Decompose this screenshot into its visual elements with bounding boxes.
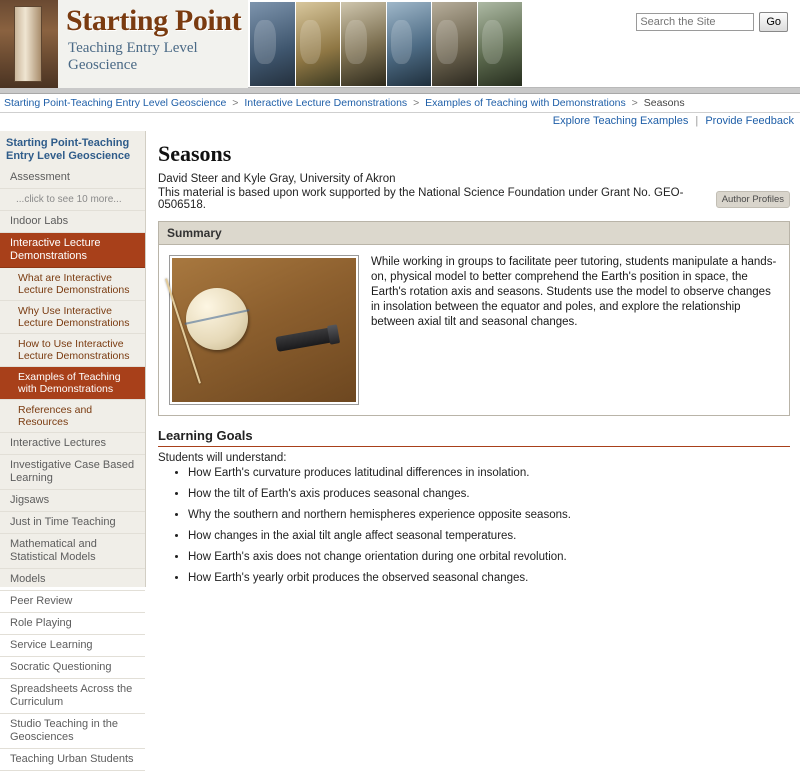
list-item: • Why the southern and northern hemispheres experience opposite seasons. [188, 508, 790, 522]
learning-goals-list [158, 466, 790, 585]
breadcrumb-item-1[interactable]: Interactive Lecture Demonstrations [244, 97, 408, 109]
breadcrumb-sep-2: > [631, 97, 638, 109]
funding-row [158, 187, 790, 211]
breadcrumb [0, 94, 800, 113]
site-search [636, 12, 788, 32]
utility-links [0, 113, 800, 131]
summary-body [159, 245, 789, 415]
site-header [0, 0, 800, 88]
author-byline: David Steer and Kyle Gray, University of Akron [158, 173, 396, 185]
list-item: • How Earth's axis does not change orientation during one orbital revolution. [188, 550, 790, 564]
header-photo-5 [432, 2, 477, 86]
list-item: • How the tilt of Earth's axis produces seasonal changes. [188, 487, 790, 501]
search-input[interactable] [636, 13, 754, 31]
flashlight-icon [275, 327, 335, 352]
explore-teaching-examples-link[interactable]: Explore Teaching Examples [552, 115, 689, 127]
sidebar [0, 131, 146, 765]
sidebar-item-spreadsheets-across-the-curriculum[interactable]: Spreadsheets Across the Curriculum [0, 679, 145, 714]
sidebar-item-peer-review[interactable]: Peer Review [0, 591, 145, 613]
brand-subtitle [68, 40, 248, 74]
sidebar-item-jigsaws[interactable]: Jigsaws [0, 490, 145, 512]
header-photo-1 [250, 2, 295, 86]
search-go-button[interactable]: Go [759, 12, 788, 32]
demonstration-photo [169, 255, 359, 405]
sidebar-heading: Starting Point-Teaching Entry Level Geoscience [6, 137, 131, 162]
sidebar-item-socratic-questioning[interactable]: Socratic Questioning [0, 657, 145, 679]
header-photo-2 [296, 2, 341, 86]
sidebar-item-interactive-lecture-demonstrations[interactable]: Interactive Lecture Demonstrations [0, 233, 145, 268]
body-wrapper [0, 131, 800, 765]
sidebar-subitem-why-use-ild[interactable]: Why Use Interactive Lecture Demonstrations [0, 301, 145, 334]
summary-panel [158, 221, 790, 416]
breadcrumb-item-0[interactable]: Starting Point-Teaching Entry Level Geoscience [4, 97, 227, 109]
header-photo-strip [250, 2, 522, 86]
sidebar-item-models[interactable]: Models [0, 569, 145, 591]
utility-divider: | [695, 115, 699, 127]
funding-statement: This material is based upon work supported by the National Science Foundation under Grant No. GEO-0506518. [158, 187, 684, 211]
brand-title: Starting Point [66, 4, 242, 37]
sidebar-item-assessment[interactable]: Assessment [0, 167, 145, 189]
breadcrumb-sep-0: > [232, 97, 239, 109]
sidebar-item-just-in-time-teaching[interactable]: Just in Time Teaching [0, 512, 145, 534]
list-item: • How Earth's curvature produces latitudinal differences in insolation. [188, 466, 790, 480]
provide-feedback-link[interactable]: Provide Feedback [705, 115, 794, 127]
main-content [146, 131, 800, 587]
sidebar-item-role-playing[interactable]: Role Playing [0, 613, 145, 635]
sidebar-subitem-what-are-ild[interactable]: What are Interactive Lecture Demonstrations [0, 268, 145, 301]
breadcrumb-sep-1: > [413, 97, 420, 109]
globe-model-icon [186, 288, 248, 350]
photo-image [172, 258, 356, 402]
sidebar-item-mathematical-and-statistical-models[interactable]: Mathematical and Statistical Models [0, 534, 145, 569]
list-item: • How changes in the axial tilt angle affect seasonal temperatures. [188, 529, 790, 543]
column-icon [14, 6, 42, 82]
page-title: Seasons [158, 141, 232, 166]
learning-goals-heading: Learning Goals [158, 428, 790, 447]
sidebar-item-more[interactable]: ...click to see 10 more... [0, 189, 145, 211]
header-photo-6 [478, 2, 523, 86]
header-photo-4 [387, 2, 432, 86]
sidebar-item-teaching-urban-students[interactable]: Teaching Urban Students [0, 749, 145, 771]
summary-text: While working in groups to facilitate peer tutoring, students manipulate a hands-on, physical model to better comprehend the Earth's position in space, the Earth's rotation axis and seasons. Students use the model to observe changes in insolation between the equator and poles, and explore the relationship between axial tilt and seasonal changes. [371, 256, 777, 328]
sidebar-subitem-references-and-resources[interactable]: References and Resources [0, 400, 145, 433]
list-item: • How Earth's yearly orbit produces the observed seasonal changes. [188, 571, 790, 585]
brand-subtitle-line2: Geoscience [68, 57, 138, 73]
equator-line-icon [185, 309, 250, 325]
author-profiles-button[interactable]: Author Profiles [716, 191, 790, 208]
sidebar-item-indoor-labs[interactable]: Indoor Labs [0, 211, 145, 233]
header-photo-3 [341, 2, 386, 86]
brand-subtitle-line1: Teaching Entry Level [68, 40, 198, 56]
sidebar-item-studio-teaching[interactable]: Studio Teaching in the Geosciences [0, 714, 145, 749]
breadcrumb-item-current: Seasons [643, 97, 685, 109]
breadcrumb-item-2[interactable]: Examples of Teaching with Demonstrations [425, 97, 626, 109]
summary-heading: Summary [159, 222, 789, 245]
learning-goals-lead: Students will understand: [158, 452, 287, 464]
site-brand[interactable] [58, 0, 248, 88]
sidebar-subitem-how-to-use-ild[interactable]: How to Use Interactive Lecture Demonstrations [0, 334, 145, 367]
sidebar-item-investigative-case-based-learning[interactable]: Investigative Case Based Learning [0, 455, 145, 490]
sidebar-item-interactive-lectures[interactable]: Interactive Lectures [0, 433, 145, 455]
sidebar-subitem-examples-of-teaching[interactable]: Examples of Teaching with Demonstrations [0, 367, 145, 400]
header-column-image [0, 0, 58, 88]
sidebar-item-service-learning[interactable]: Service Learning [0, 635, 145, 657]
